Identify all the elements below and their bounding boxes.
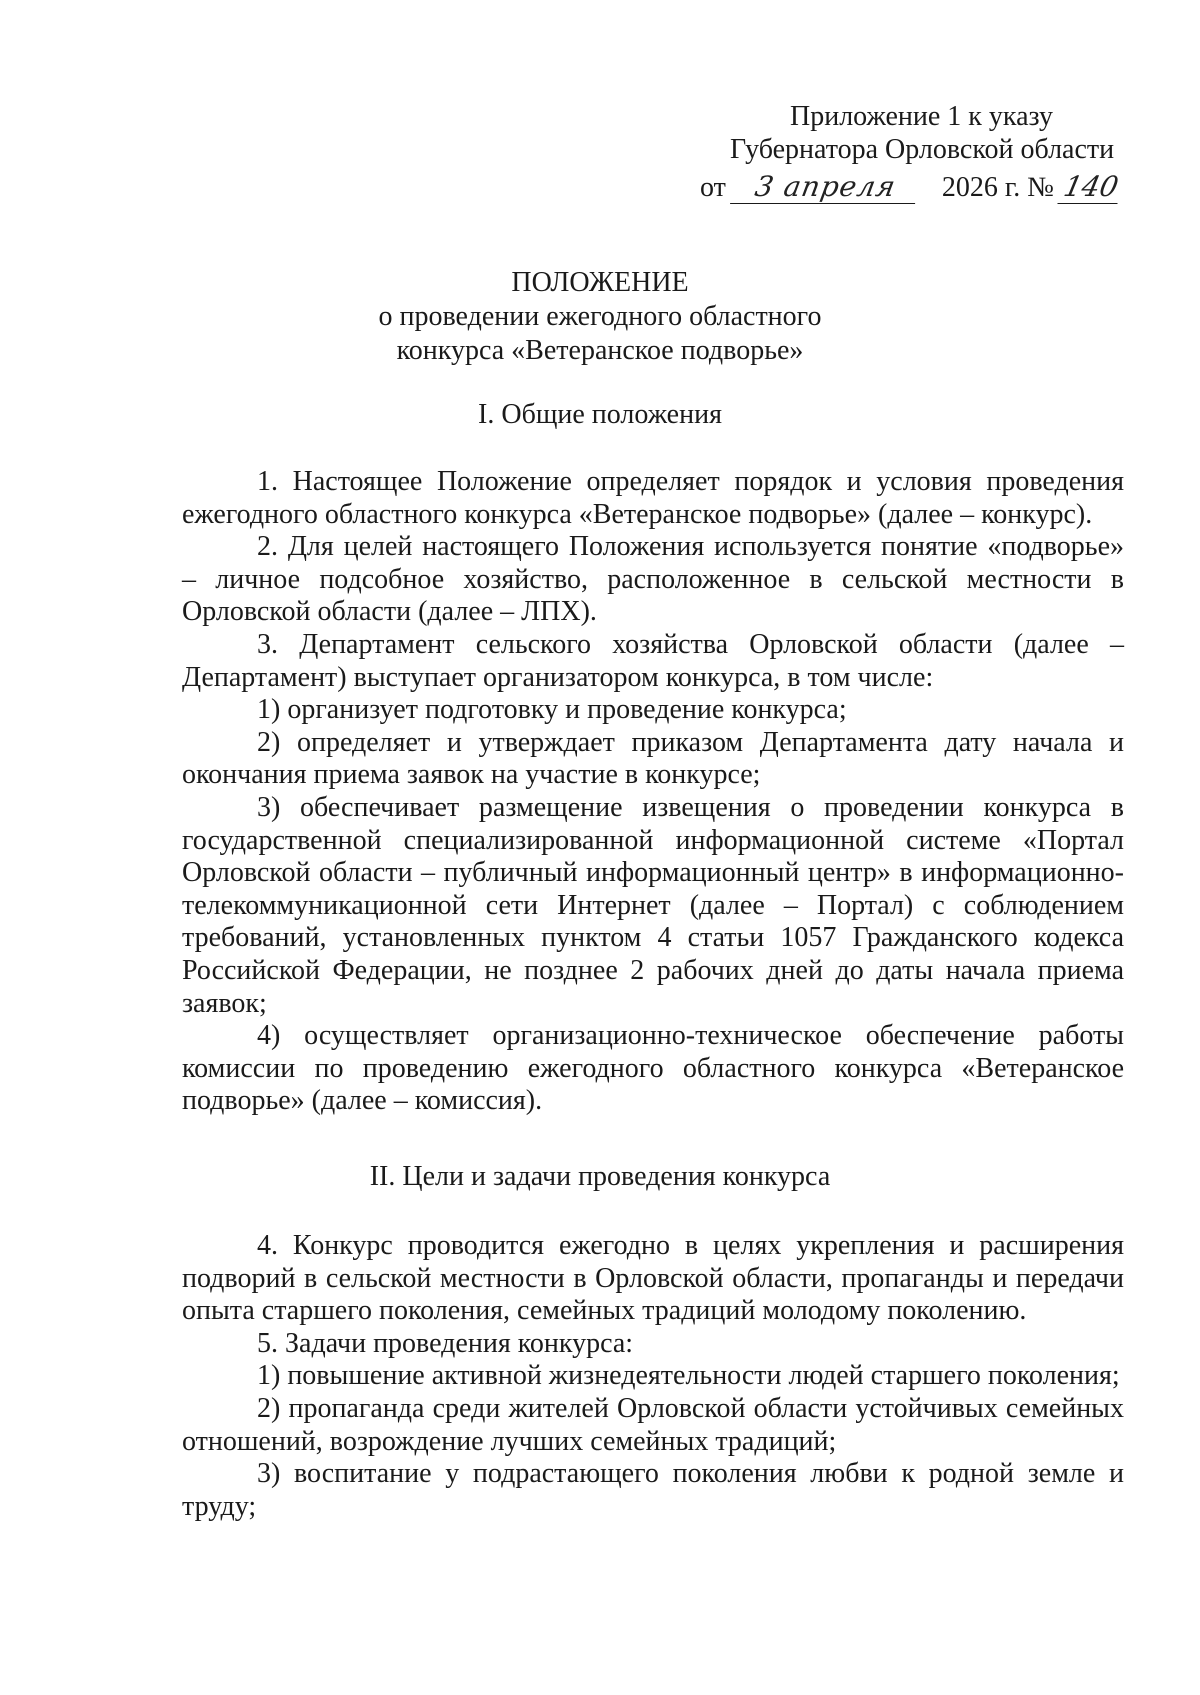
paragraph: 4. Конкурс проводится ежегодно в целях укрепления и расширения подворий в сельской местности в Орловской области, пропаганды и передачи опыта старшего поколения, семейных традиций молодому поколению. bbox=[182, 1230, 1124, 1327]
date-prefix: от bbox=[700, 172, 726, 203]
decree-date-line bbox=[700, 170, 1120, 210]
section-1-heading: I. Общие положения bbox=[478, 399, 722, 430]
handwritten-date: 3 апреля bbox=[730, 170, 921, 204]
paragraph: 3. Департамент сельского хозяйства Орловской области (далее – Департамент) выступает организатором конкурса, в том числе: bbox=[182, 628, 1124, 693]
paragraph: 1. Настоящее Положение определяет порядок и условия проведения ежегодного областного конкурса «Ветеранское подворье» (далее – конкурс). bbox=[182, 466, 1124, 530]
title-main: ПОЛОЖЕНИЕ bbox=[511, 267, 689, 298]
section-1-body bbox=[182, 466, 1124, 1118]
paragraph: 1) организует подготовку и проведение конкурса; bbox=[257, 694, 847, 726]
section-2-heading: II. Цели и задачи проведения конкурса bbox=[369, 1161, 831, 1192]
appendix-line: Приложение 1 к указу bbox=[790, 101, 1053, 132]
paragraph: 3) обеспечивает размещение извещения о проведении конкурса в государственной специализированной информационной системе «Портал Орловской области – публичный информационный центр» в информационно-телекоммуникационной сети Интернет (далее – Портал) с соблюдением требований, установленных пунктом 4 статьи 1057 Гражданского кодекса Российской Федерации, не позднее 2 рабочих дней до даты начала приема заявок; bbox=[182, 791, 1124, 1019]
paragraph: 4) осуществляет организационно-техническое обеспечение работы комиссии по проведению ежегодного областного конкурса «Ветеранское подворье» (далее – комиссия). bbox=[182, 1020, 1124, 1117]
section-2-body bbox=[182, 1230, 1124, 1523]
document-title bbox=[0, 266, 1200, 368]
handwritten-number: 140 bbox=[1057, 170, 1124, 204]
paragraph: 2. Для целей настоящего Положения используется понятие «подворье» – личное подсобное хозяйство, расположенное в сельской местности в Орловской области (далее – ЛПХ). bbox=[182, 531, 1124, 628]
appendix-header bbox=[700, 100, 1120, 210]
paragraph: 2) определяет и утверждает приказом Департамента дату начала и окончания приема заявок на участие в конкурсе; bbox=[182, 726, 1124, 791]
paragraph: 3) воспитание у подрастающего поколения любви к родной земле и труду; bbox=[182, 1458, 1124, 1522]
paragraph: 1) повышение активной жизнедеятельности людей старшего поколения; bbox=[257, 1360, 1120, 1392]
governor-line: Губернатора Орловской области bbox=[730, 134, 1115, 165]
title-sub-2: конкурса «Ветеранское подворье» bbox=[396, 335, 804, 366]
title-sub-1: о проведении ежегодного областного bbox=[378, 301, 822, 332]
paragraph: 5. Задачи проведения конкурса: bbox=[257, 1327, 634, 1359]
decree-year: 2026 г. № bbox=[941, 172, 1054, 203]
paragraph: 2) пропаганда среди жителей Орловской области устойчивых семейных отношений, возрождение лучших семейных традиций; bbox=[182, 1392, 1124, 1457]
